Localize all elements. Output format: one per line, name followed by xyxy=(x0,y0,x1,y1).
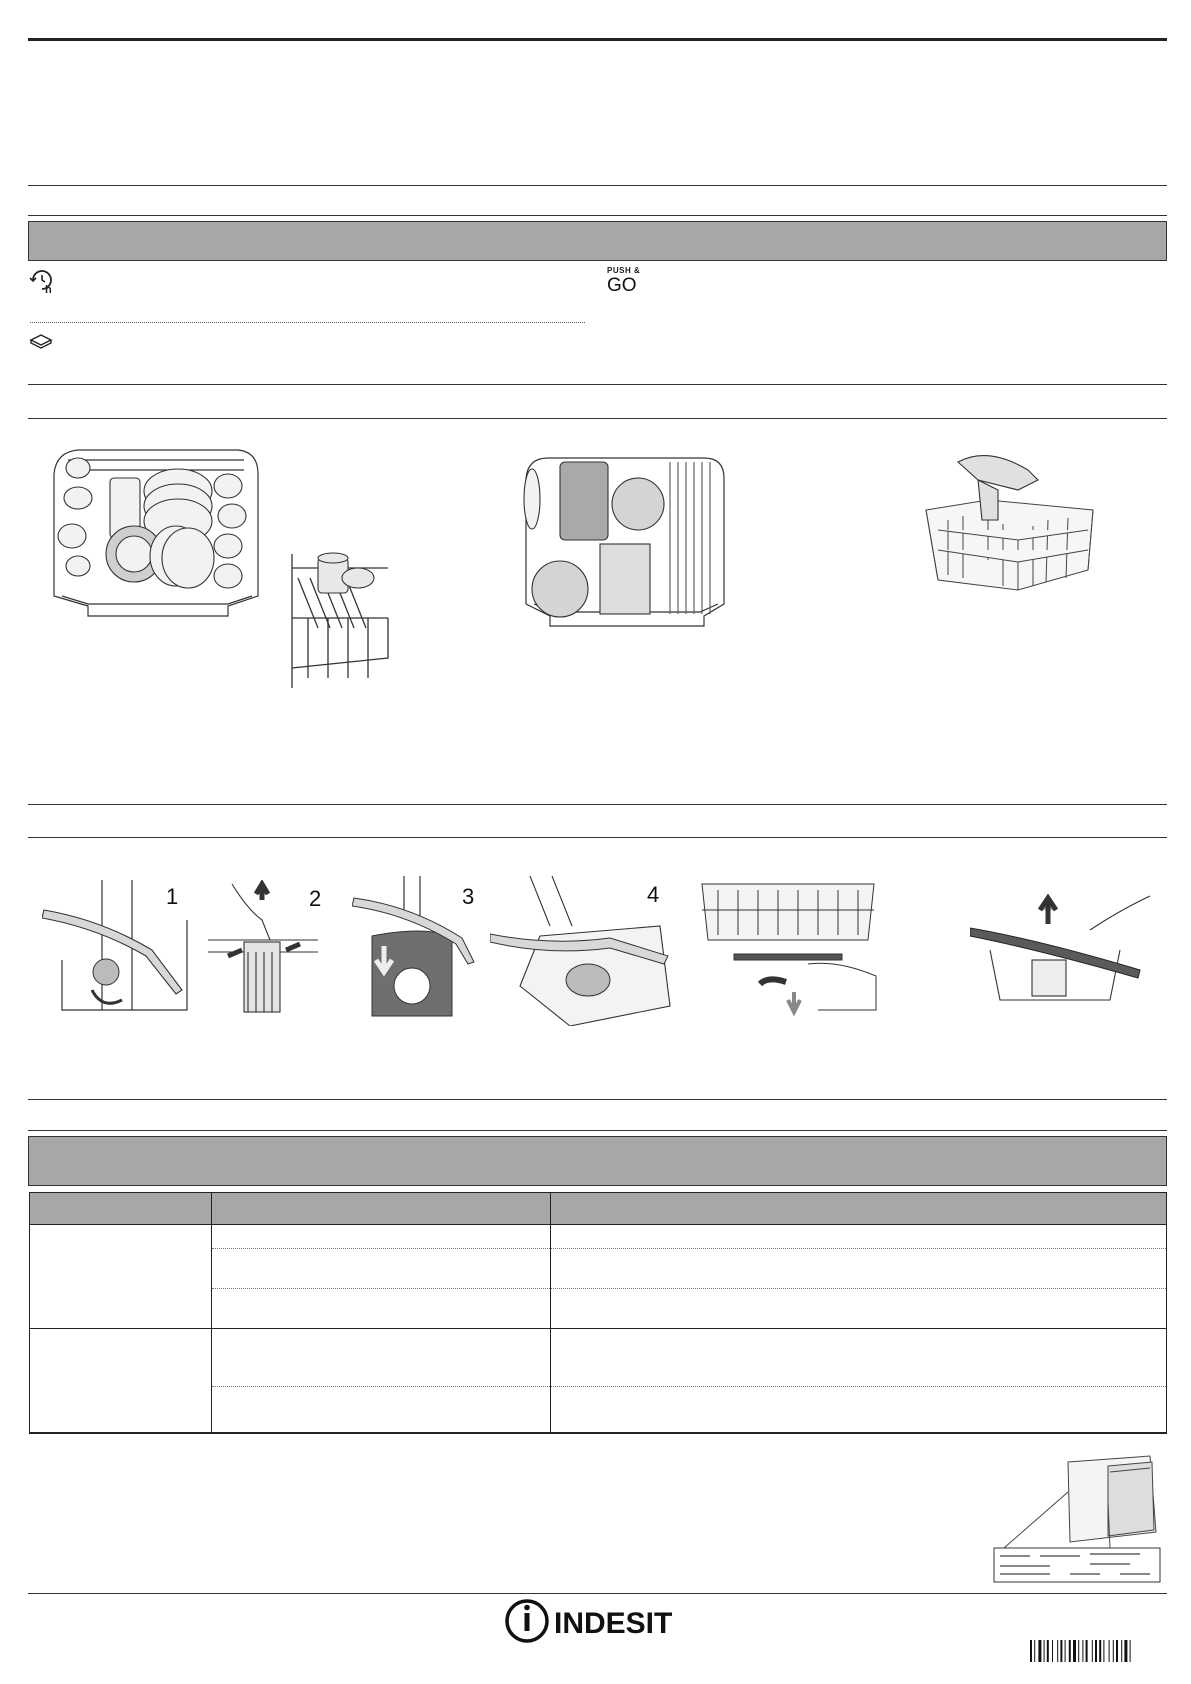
table-cell xyxy=(212,1289,551,1329)
table-cell xyxy=(212,1225,551,1249)
barcode-bar xyxy=(1057,1640,1058,1662)
rule-4 xyxy=(28,418,1167,419)
step-number-3: 3 xyxy=(462,884,475,909)
barcode-bar xyxy=(1044,1640,1045,1662)
barcode-bar xyxy=(1038,1640,1041,1662)
table-cell xyxy=(551,1289,1167,1329)
dotted-divider xyxy=(30,322,585,323)
barcode-bar xyxy=(1121,1640,1122,1662)
barcode xyxy=(1030,1640,1160,1662)
table-cell xyxy=(551,1249,1167,1289)
barcode-bar xyxy=(1082,1640,1083,1662)
table-cell xyxy=(212,1387,551,1433)
table-cell xyxy=(551,1329,1167,1387)
indesit-logo xyxy=(504,1597,684,1645)
section-bar-1 xyxy=(28,221,1167,261)
rule-bottom xyxy=(28,1593,1167,1594)
brand-logo-text: INDESIT xyxy=(554,1607,673,1640)
rule-5 xyxy=(28,804,1167,805)
table-cell xyxy=(212,1249,551,1289)
rule-1 xyxy=(28,185,1167,186)
step-number-1: 1 xyxy=(166,884,179,909)
barcode-bar xyxy=(1034,1640,1035,1662)
barcode-bar xyxy=(1095,1640,1097,1662)
barcode-bar xyxy=(1060,1640,1062,1662)
rack-detail-illustration xyxy=(288,538,398,690)
barcode-bar xyxy=(1069,1640,1071,1662)
barcode-bar xyxy=(1030,1640,1032,1662)
table-cell xyxy=(551,1225,1167,1249)
table-cell xyxy=(30,1329,212,1433)
barcode-bar xyxy=(1073,1640,1076,1662)
table-cell xyxy=(30,1225,212,1329)
troubleshooting-table xyxy=(29,1192,1167,1434)
table-cell xyxy=(551,1387,1167,1433)
header-cell xyxy=(212,1193,551,1225)
rule-8 xyxy=(28,1130,1167,1131)
barcode-bar xyxy=(1130,1640,1131,1662)
rating-plate-illustration xyxy=(990,1452,1166,1588)
table-row xyxy=(30,1329,1167,1387)
rule-7 xyxy=(28,1099,1167,1100)
barcode-bar xyxy=(1124,1640,1127,1662)
barcode-bar xyxy=(1052,1640,1053,1662)
header-cell xyxy=(30,1193,212,1225)
delay-hours-icon xyxy=(28,268,56,294)
top-rule xyxy=(28,38,1167,41)
step-number-2: 2 xyxy=(309,886,322,911)
barcode-bar xyxy=(1092,1640,1093,1662)
push-go-small-label: PUSH & xyxy=(607,266,641,275)
barcode-bar xyxy=(1116,1640,1118,1662)
spray-arm-removal-illustration xyxy=(698,880,880,1016)
rule-2 xyxy=(28,215,1167,216)
barcode-bar xyxy=(1078,1640,1079,1662)
rule-3 xyxy=(28,384,1167,385)
cutlery-basket-illustration xyxy=(918,450,1098,600)
barcode-bar xyxy=(1109,1640,1110,1662)
barcode-bar xyxy=(1086,1640,1088,1662)
barcode-bar xyxy=(1065,1640,1066,1662)
section-bar-2 xyxy=(28,1136,1167,1186)
header-cell xyxy=(551,1193,1167,1225)
table-cell xyxy=(212,1329,551,1387)
barcode-bar xyxy=(1113,1640,1114,1662)
upper-basket-illustration xyxy=(520,454,730,634)
rule-6 xyxy=(28,837,1167,838)
svg-text:h: h xyxy=(45,284,52,294)
push-and-go-icon xyxy=(607,266,651,300)
table-header-row xyxy=(30,1193,1167,1225)
detergent-tablet-icon xyxy=(28,331,54,351)
push-go-large-label: GO xyxy=(607,275,637,296)
step-number-4: 4 xyxy=(647,882,660,907)
lower-spray-arm-illustration xyxy=(970,890,1150,1010)
table-row xyxy=(30,1225,1167,1249)
barcode-bar xyxy=(1099,1640,1101,1662)
barcode-bar xyxy=(1047,1640,1049,1662)
lower-basket-illustration xyxy=(48,446,263,626)
filter-step-2-illustration xyxy=(208,880,318,1020)
barcode-bar xyxy=(1103,1640,1104,1662)
